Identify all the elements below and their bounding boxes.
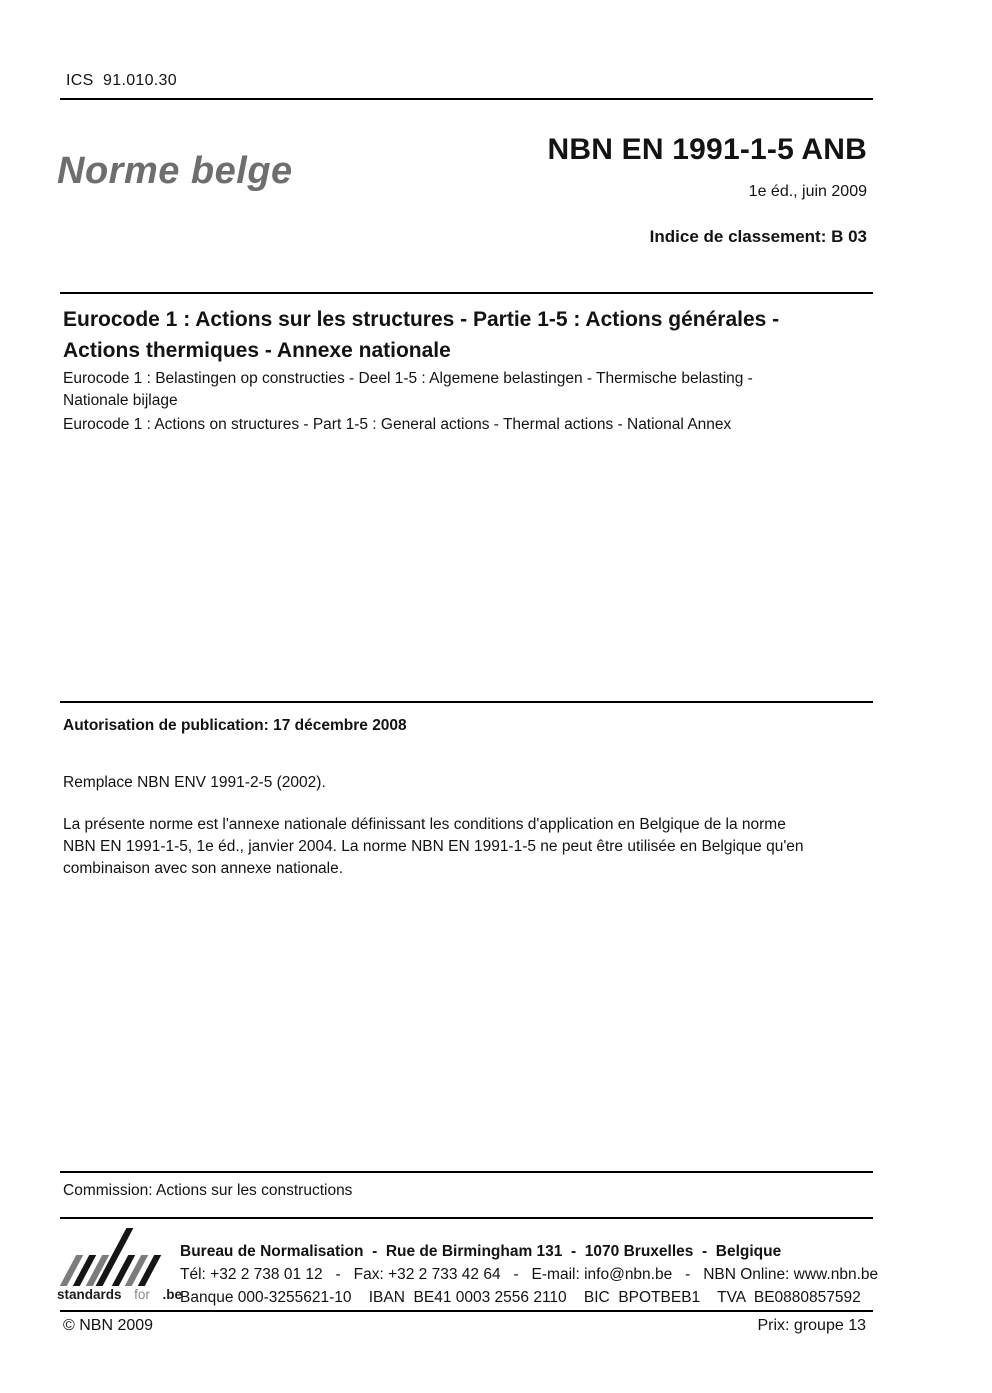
publisher-bank: Banque 000-3255621-10 IBAN BE41 0003 2556 2110 BIC BPOTBEB1 TVA BE0880857592 [180,1289,861,1306]
document-title-nl [63,368,863,412]
commission-bottom-rule [60,1217,873,1219]
document-title-fr-line1: Eurocode 1 : Actions sur les structures - Partie 1-5 : Actions générales - [63,308,780,331]
copyright-notice: © NBN 2009 [63,1317,154,1334]
logo-caption-be: .be [162,1287,182,1302]
authorization-date: Autorisation de publication: 17 décembre 2008 [63,717,407,734]
edition-date: 1e éd., juin 2009 [748,183,867,200]
scope-line3: combinaison avec son annexe nationale. [63,860,344,877]
scope-line1: La présente norme est l'annexe nationale définissant les conditions d'application en Belgique de la norme [63,816,786,833]
logo-caption-standards: standards [57,1287,122,1302]
document-title-fr [63,304,883,366]
title-top-rule [60,292,873,294]
document-title-nl-line1: Eurocode 1 : Belastingen op constructies - Deel 1-5 : Algemene belastingen - Thermische belasting - [63,370,753,387]
publisher-address: Bureau de Normalisation - Rue de Birmingham 131 - 1070 Bruxelles - Belgique [180,1243,782,1260]
logo-caption [57,1287,182,1302]
document-title-nl-line2: Nationale bijlage [63,392,178,409]
publisher-contact: Tél: +32 2 738 01 12 - Fax: +32 2 733 42 64 - E-mail: info@nbn.be - NBN Online: www.nbn.be [180,1266,879,1283]
scope-paragraph [63,814,883,880]
document-title-fr-line2: Actions thermiques - Annexe nationale [63,339,451,362]
document-number: NBN EN 1991-1-5 ANB [547,133,867,166]
price-group: Prix: groupe 13 [757,1317,866,1334]
commission-label: Commission: Actions sur les constructions [63,1182,353,1199]
header-top-rule [60,98,873,100]
logo-caption-for: for [134,1287,150,1302]
brand-title: Norme belge [57,150,293,192]
replaces-note: Remplace NBN ENV 1991-2-5 (2002). [63,774,326,791]
document-title-en: Eurocode 1 : Actions on structures - Part 1-5 : General actions - Thermal actions - National Annex [63,416,732,433]
publisher-block [180,1240,880,1309]
commission-top-rule [60,1171,873,1173]
classification-index: Indice de classement: B 03 [649,227,867,246]
scope-line2: NBN EN 1991-1-5, 1e éd., janvier 2004. La norme NBN EN 1991-1-5 ne peut être utilisée en Belgique qu'en [63,838,804,855]
footer-rule [60,1310,873,1312]
authorization-rule [60,701,873,703]
ics-code: ICS 91.010.30 [66,72,177,89]
